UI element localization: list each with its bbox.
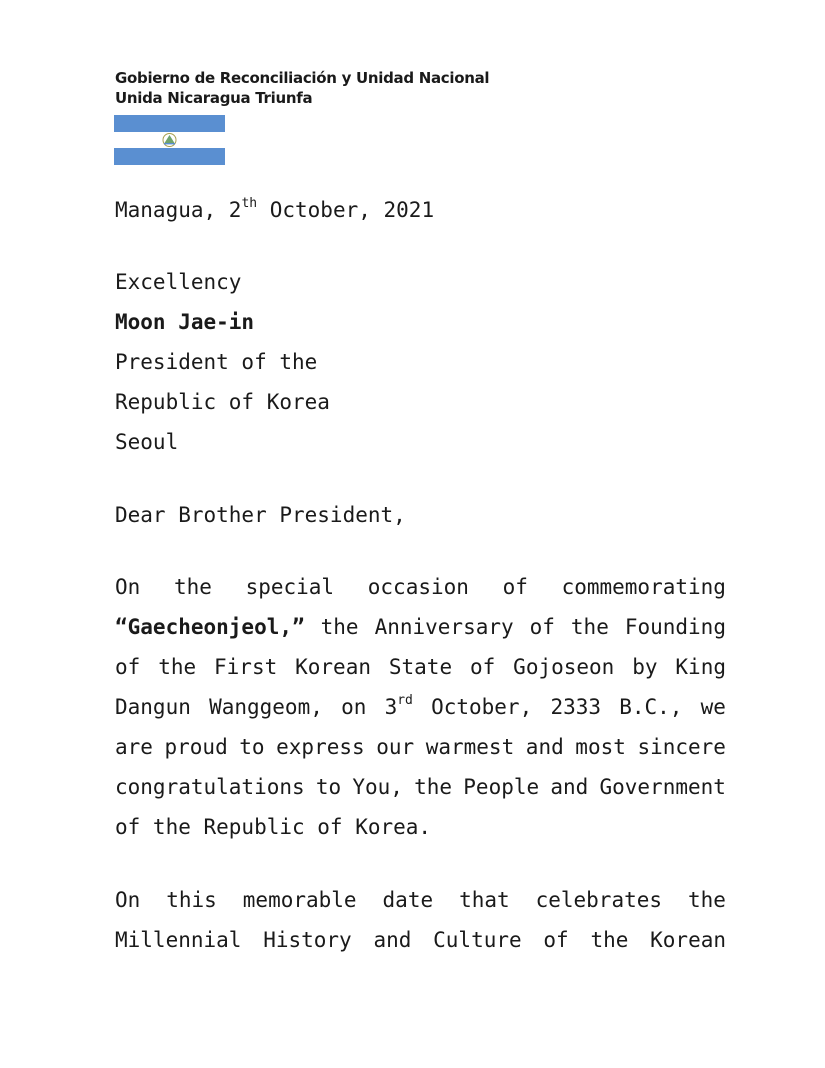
paragraph-1-line-3: of the First Korean State of Gojoseon by King — [115, 655, 726, 679]
paragraph-2-line-2: Millennial History and Culture of the Korean — [115, 928, 726, 952]
paragraph-1-line-2: “Gaecheonjeol,” the Anniversary of the Founding — [115, 607, 726, 647]
paragraph-1-line-1: On the special occasion of commemorating — [115, 575, 726, 599]
event-name: “Gaecheonjeol,” — [115, 615, 305, 639]
paragraph-1-line-4: Dangun Wanggeom, on 3rd October, 2333 B.C., we — [115, 693, 726, 719]
greeting: Dear Brother President, — [115, 503, 406, 527]
recipient-name: Moon Jae-in — [115, 310, 255, 334]
letter-date: Managua, 2th October, 2021 — [115, 196, 435, 222]
paragraph-2-line-1: On this memorable date that celebrates the — [115, 888, 726, 912]
recipient-role-line2: Republic of Korea — [115, 390, 330, 414]
recipient-city: Seoul — [115, 430, 179, 454]
nicaragua-flag-icon — [114, 115, 225, 165]
paragraph-1-line-5: are proud to express our warmest and most sincere — [115, 735, 726, 759]
body-paragraph-1 — [115, 567, 726, 847]
government-name: Gobierno de Reconciliación y Unidad Nacional — [115, 69, 490, 87]
recipient-role-line1: President of the — [115, 350, 318, 374]
paragraph-1-line-7: of the Republic of Korea. — [115, 815, 432, 839]
recipient-title: Excellency — [115, 270, 242, 294]
paragraph-1-line-6: congratulations to You, the People and Government — [115, 775, 726, 799]
letterhead — [115, 68, 489, 108]
body-paragraph-2 — [115, 880, 726, 960]
government-slogan: Unida Nicaragua Triunfa — [115, 89, 313, 107]
